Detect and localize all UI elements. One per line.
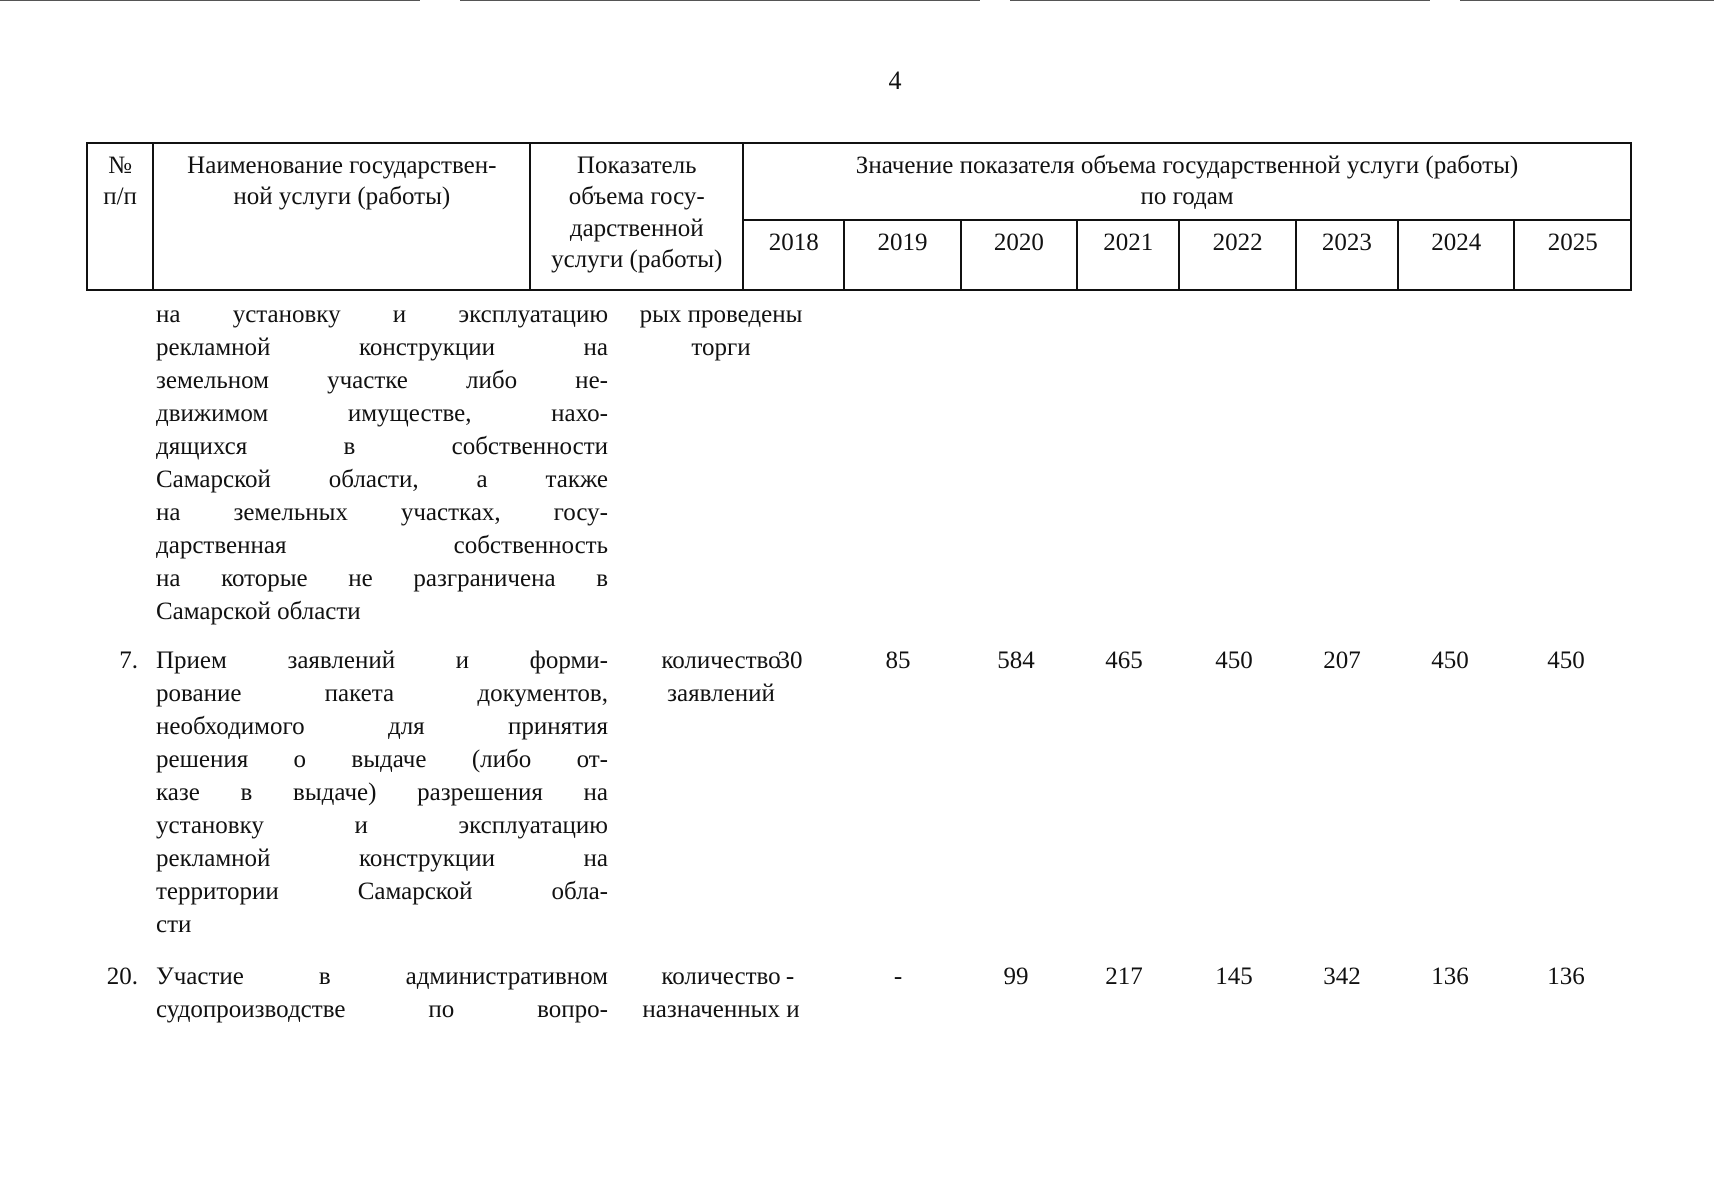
header-year: 2019 <box>844 220 960 290</box>
header-year: 2021 <box>1077 220 1179 290</box>
table-row <box>86 960 1632 1040</box>
header-year: 2022 <box>1179 220 1295 290</box>
value-2025: 136 <box>1547 963 1585 990</box>
service-name: на установку и эксплуатацию рекламной конструкции на земельном участке либо не- движимом имуществе, нахо- дящихся в собственности Самарской области, а также на земельных участках, госу- дарственная собственность на которые не разграничена в Самарской области <box>156 301 608 625</box>
value-2018: - <box>785 963 795 990</box>
header-year: 2024 <box>1398 220 1514 290</box>
indicator: рых проведены торги <box>639 301 803 361</box>
table-header <box>86 142 1632 291</box>
value-2024: 136 <box>1431 963 1469 990</box>
table-body <box>86 298 1632 1040</box>
page-number: 4 <box>888 66 902 95</box>
value-2023: 342 <box>1323 963 1361 990</box>
header-service-name: Наименование государствен- ной услуги (работы) <box>153 143 530 290</box>
value-2020: 584 <box>997 647 1035 674</box>
value-2022: 450 <box>1215 647 1253 674</box>
header-year: 2020 <box>961 220 1077 290</box>
header-year: 2025 <box>1514 220 1631 290</box>
value-2021: 465 <box>1105 647 1143 674</box>
row-number: 20. <box>106 963 138 990</box>
indicator: количество назначенных и <box>642 963 800 1023</box>
header-indicator: Показатель объема госу- дарственной услуги (работы) <box>530 143 743 290</box>
value-2018: 30 <box>777 647 803 674</box>
value-2024: 450 <box>1431 647 1469 674</box>
header-year: 2018 <box>743 220 844 290</box>
value-2025: 450 <box>1547 647 1585 674</box>
value-2019: - <box>893 963 903 990</box>
header-years-title: Значение показателя объема государственной услуги (работы) по годам <box>743 143 1631 220</box>
table-row <box>86 644 1632 960</box>
indicator: количество заявлений <box>661 647 781 707</box>
value-2019: 85 <box>885 647 911 674</box>
row-number: 7. <box>119 647 138 674</box>
header-num: № п/п <box>87 143 153 290</box>
service-name: Участие в административном судопроизводстве по вопро- <box>156 963 608 1023</box>
header-year: 2023 <box>1296 220 1398 290</box>
page-top-border <box>0 0 1714 2</box>
value-2022: 145 <box>1215 963 1253 990</box>
value-2020: 99 <box>1003 963 1029 990</box>
table-row <box>86 298 1632 644</box>
value-2021: 217 <box>1105 963 1143 990</box>
value-2023: 207 <box>1323 647 1361 674</box>
service-name: Прием заявлений и форми- рование пакета документов, необходимого для принятия решения о выдаче (либо от- казе в выдаче) разрешения на установку и эксплуатацию рекламной конструкции на территории Самарской обла- сти <box>156 647 608 938</box>
